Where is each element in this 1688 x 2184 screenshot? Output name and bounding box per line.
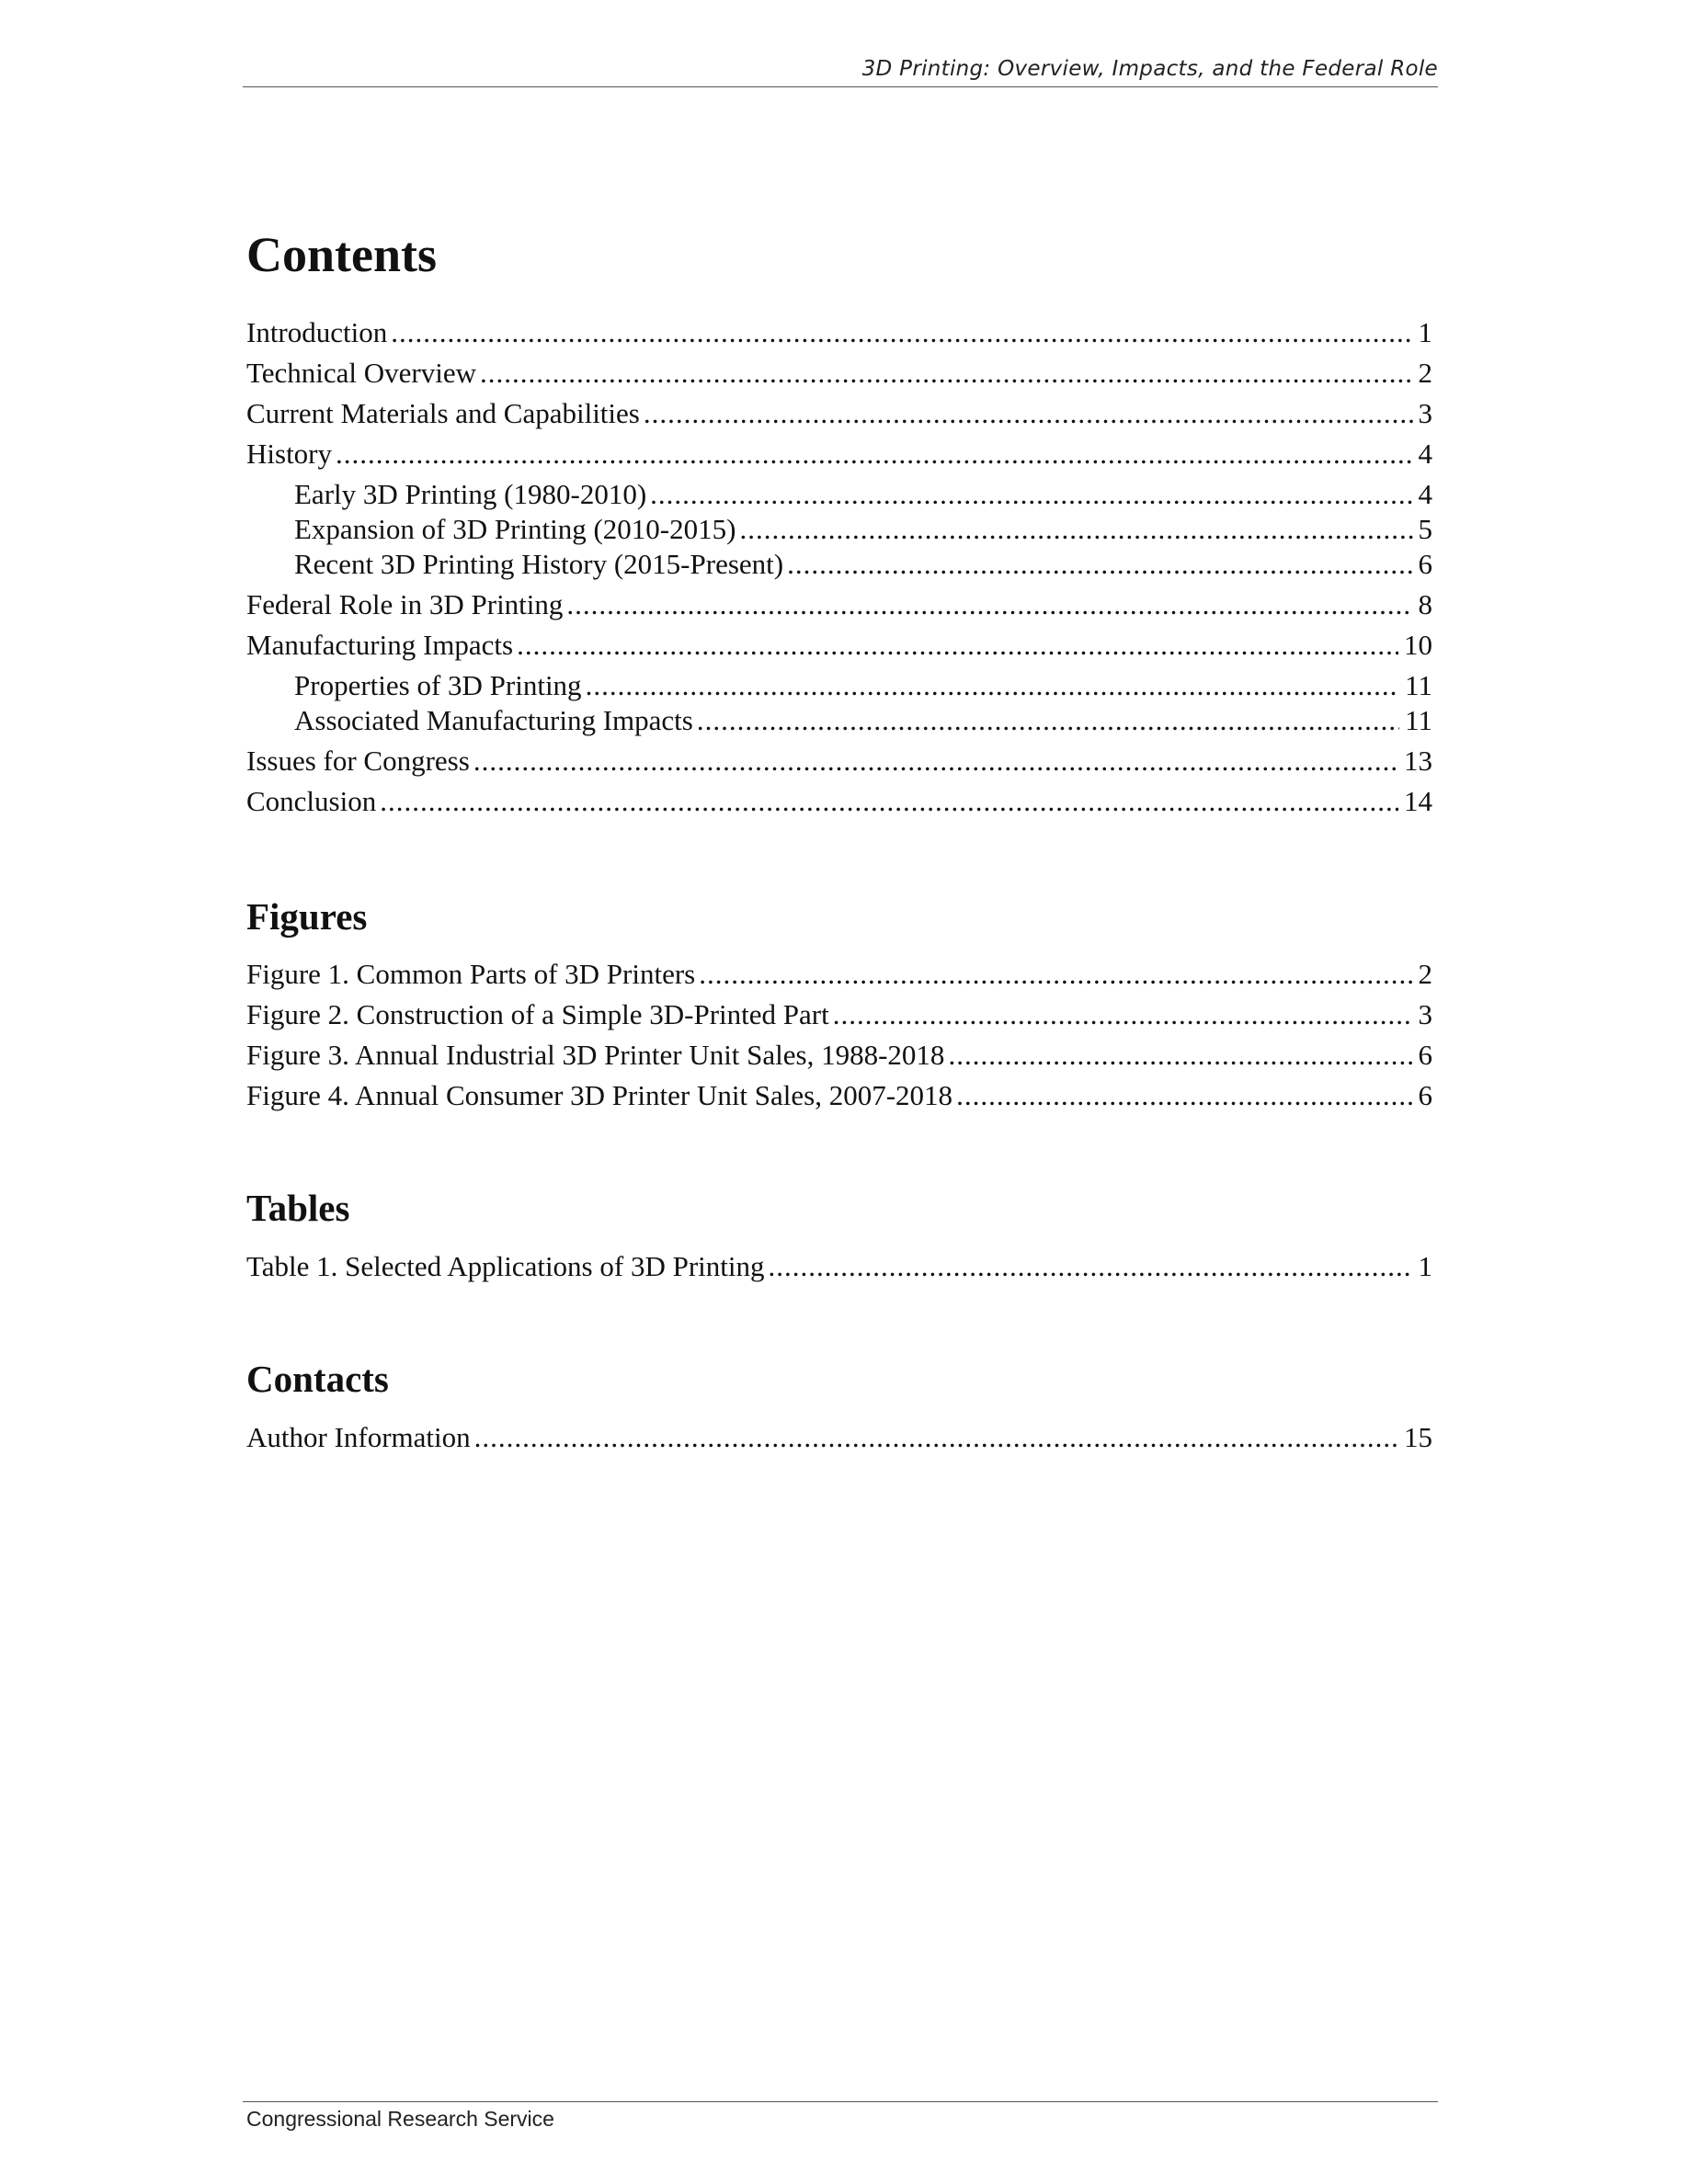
contacts-heading: Contacts: [246, 1358, 389, 1400]
contacts-list: [246, 1423, 1432, 1463]
contents-section: [246, 228, 1432, 282]
contact-entry-author-information[interactable]: Author Information ..... 15: [246, 1423, 1432, 1451]
tables-section: [246, 1188, 1432, 1229]
toc-entry-recent-history[interactable]: Recent 3D Printing History (2015-Present) ..... 6: [246, 550, 1432, 578]
figures-section: [246, 896, 1432, 938]
running-footer: Congressional Research Service: [246, 2107, 554, 2131]
toc-entry-current-materials[interactable]: Current Materials and Capabilities ..... 3: [246, 399, 1432, 427]
toc-entry-introduction[interactable]: Introduction ..... 1: [246, 318, 1432, 347]
toc-entry-technical-overview[interactable]: Technical Overview ..... 2: [246, 358, 1432, 387]
contents-heading: Contents: [246, 227, 438, 282]
tables-heading: Tables: [246, 1187, 350, 1229]
tables-list: [246, 1252, 1432, 1292]
contents-list: [246, 318, 1432, 827]
toc-entry-history[interactable]: History ..... 4: [246, 439, 1432, 468]
figure-entry-2[interactable]: Figure 2. Construction of a Simple 3D-Printed Part ..... 3: [246, 1000, 1432, 1029]
toc-entry-properties[interactable]: Properties of 3D Printing ..... 11: [246, 671, 1432, 700]
toc-entry-expansion-3d-printing[interactable]: Expansion of 3D Printing (2010-2015) ..... 5: [246, 515, 1432, 543]
toc-entry-federal-role[interactable]: Federal Role in 3D Printing ..... 8: [246, 590, 1432, 619]
figure-entry-4[interactable]: Figure 4. Annual Consumer 3D Printer Unit Sales, 2007-2018 ..... 6: [246, 1081, 1432, 1109]
toc-entry-issues-congress[interactable]: Issues for Congress ..... 13: [246, 746, 1432, 775]
toc-entry-manufacturing-impacts[interactable]: Manufacturing Impacts ..... 10: [246, 631, 1432, 659]
header-rule: [243, 86, 1438, 87]
toc-entry-early-3d-printing[interactable]: Early 3D Printing (1980-2010) ..... 4: [246, 480, 1432, 508]
figures-list: [246, 960, 1432, 1121]
contacts-section: [246, 1359, 1432, 1400]
figure-entry-3[interactable]: Figure 3. Annual Industrial 3D Printer Unit Sales, 1988-2018 ..... 6: [246, 1041, 1432, 1069]
footer-rule: [243, 2101, 1438, 2102]
running-header: 3D Printing: Overview, Impacts, and the Federal Role: [861, 57, 1438, 81]
figures-heading: Figures: [246, 895, 368, 938]
toc-entry-associated-impacts[interactable]: Associated Manufacturing Impacts ..... 11: [246, 706, 1432, 734]
table-entry-1[interactable]: Table 1. Selected Applications of 3D Printing ..... 1: [246, 1252, 1432, 1280]
toc-entry-conclusion[interactable]: Conclusion ..... 14: [246, 787, 1432, 815]
figure-entry-1[interactable]: Figure 1. Common Parts of 3D Printers ..... 2: [246, 960, 1432, 988]
